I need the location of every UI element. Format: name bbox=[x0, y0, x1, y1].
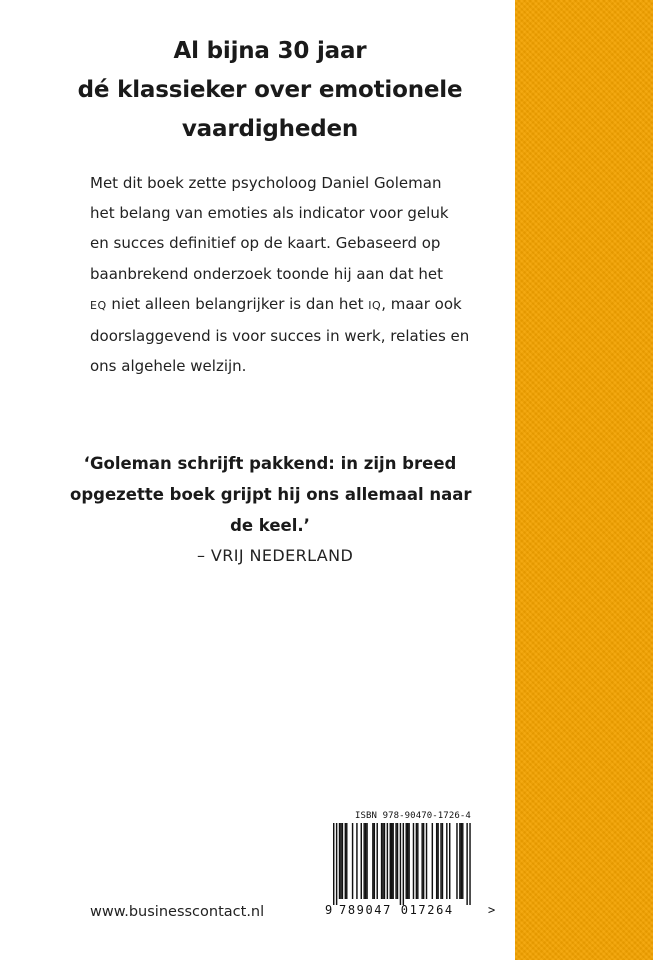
barcode-bar bbox=[469, 823, 470, 905]
barcode-bar bbox=[395, 823, 396, 899]
barcode-bar bbox=[352, 823, 353, 899]
barcode-bar bbox=[449, 823, 450, 899]
blurb-text: baanbrekend onderzoek toonde hij aan dat het bbox=[90, 264, 444, 283]
blurb-text: het belang van emoties als indicator voor geluk bbox=[90, 204, 449, 223]
ean-first-digit: 9 bbox=[325, 903, 333, 917]
barcode-bar bbox=[363, 823, 364, 899]
quote-line: de keel.’ bbox=[230, 516, 310, 535]
blurb-line bbox=[90, 321, 500, 351]
barcode-bar bbox=[366, 823, 367, 899]
review-quote bbox=[70, 448, 470, 541]
headline-line: Al bijna 30 jaar bbox=[173, 38, 367, 64]
blurb-text: , maar ook bbox=[381, 294, 462, 313]
blurb-line bbox=[90, 289, 500, 321]
barcode-bar bbox=[436, 823, 437, 899]
orange-spine-band bbox=[515, 0, 653, 960]
barcode-bar bbox=[346, 823, 347, 899]
barcode-bar bbox=[390, 823, 391, 899]
quote-line: opgezette boek grijpt hij ons allemaal naar bbox=[70, 485, 472, 504]
ean-arrow: > bbox=[488, 903, 496, 917]
abbreviation: EQ bbox=[90, 298, 107, 312]
barcode-bar bbox=[442, 823, 443, 899]
barcode-bar bbox=[446, 823, 447, 899]
barcode-bar bbox=[461, 823, 462, 899]
barcode-bar bbox=[437, 823, 438, 899]
barcode-bar bbox=[377, 823, 378, 899]
headline bbox=[60, 32, 480, 149]
barcode-bar bbox=[336, 823, 337, 905]
blurb-line bbox=[90, 198, 500, 228]
quote-line: ‘Goleman schrijft pakkend: in zijn breed bbox=[83, 454, 457, 473]
barcode-bar bbox=[423, 823, 424, 899]
barcode-bar bbox=[416, 823, 417, 899]
barcode-bar bbox=[413, 823, 414, 899]
abbreviation: IQ bbox=[368, 298, 382, 312]
barcode-bar bbox=[372, 823, 373, 899]
barcode-bar bbox=[392, 823, 393, 899]
blurb-paragraph bbox=[90, 168, 500, 381]
barcode-bar bbox=[333, 823, 334, 905]
barcode-bar bbox=[440, 823, 441, 899]
barcode-bar bbox=[408, 823, 409, 899]
blurb-line bbox=[90, 351, 500, 381]
barcode-bar bbox=[462, 823, 463, 899]
headline-line: dé klassieker over emotionele bbox=[77, 77, 463, 103]
barcode-bar bbox=[361, 823, 362, 899]
barcode-bar bbox=[381, 823, 382, 899]
barcode-bar bbox=[400, 823, 401, 905]
barcode-bar bbox=[340, 823, 341, 899]
barcode-bar bbox=[421, 823, 422, 899]
barcode-bar bbox=[342, 823, 343, 899]
blurb-text: ons algehele welzijn. bbox=[90, 357, 247, 376]
blurb-text: en succes definitief op de kaart. Gebaseerd op bbox=[90, 234, 441, 253]
quote-attribution: – VRIJ NEDERLAND bbox=[197, 546, 354, 565]
barcode-bar bbox=[403, 823, 404, 905]
headline-line: vaardigheden bbox=[181, 116, 359, 142]
barcode-bar bbox=[387, 823, 388, 899]
barcode-bar bbox=[432, 823, 433, 899]
barcode-bar bbox=[339, 823, 340, 899]
barcode-bar bbox=[384, 823, 385, 899]
barcode-bar bbox=[466, 823, 467, 905]
ean-number: 789047 017264 bbox=[339, 903, 454, 917]
barcode-bar bbox=[365, 823, 366, 899]
barcode-bar bbox=[406, 823, 407, 899]
barcode-bar bbox=[397, 823, 398, 899]
isbn-barcode bbox=[323, 809, 498, 931]
barcode-bar bbox=[345, 823, 346, 899]
barcode-bar bbox=[382, 823, 383, 899]
barcode-bars bbox=[333, 823, 491, 905]
publisher-website: www.businesscontact.nl bbox=[90, 904, 265, 920]
blurb-text: niet alleen belangrijker is dan het bbox=[106, 294, 369, 313]
blurb-line bbox=[90, 228, 500, 258]
barcode-bar bbox=[374, 823, 375, 899]
barcode-bar bbox=[391, 823, 392, 899]
blurb-line bbox=[90, 259, 500, 289]
barcode-bar bbox=[356, 823, 357, 899]
blurb-line bbox=[90, 168, 500, 198]
barcode-bar bbox=[417, 823, 418, 899]
isbn-label: ISBN 978-90470-1726-4 bbox=[355, 811, 471, 821]
blurb-text: doorslaggevend is voor succes in werk, relaties en bbox=[90, 327, 470, 346]
barcode-bar bbox=[407, 823, 408, 899]
barcode-bar bbox=[426, 823, 427, 899]
blurb-text: Met dit boek zette psycholoog Daniel Goleman bbox=[90, 174, 442, 192]
barcode-bar bbox=[459, 823, 460, 899]
barcode-bar bbox=[456, 823, 457, 899]
